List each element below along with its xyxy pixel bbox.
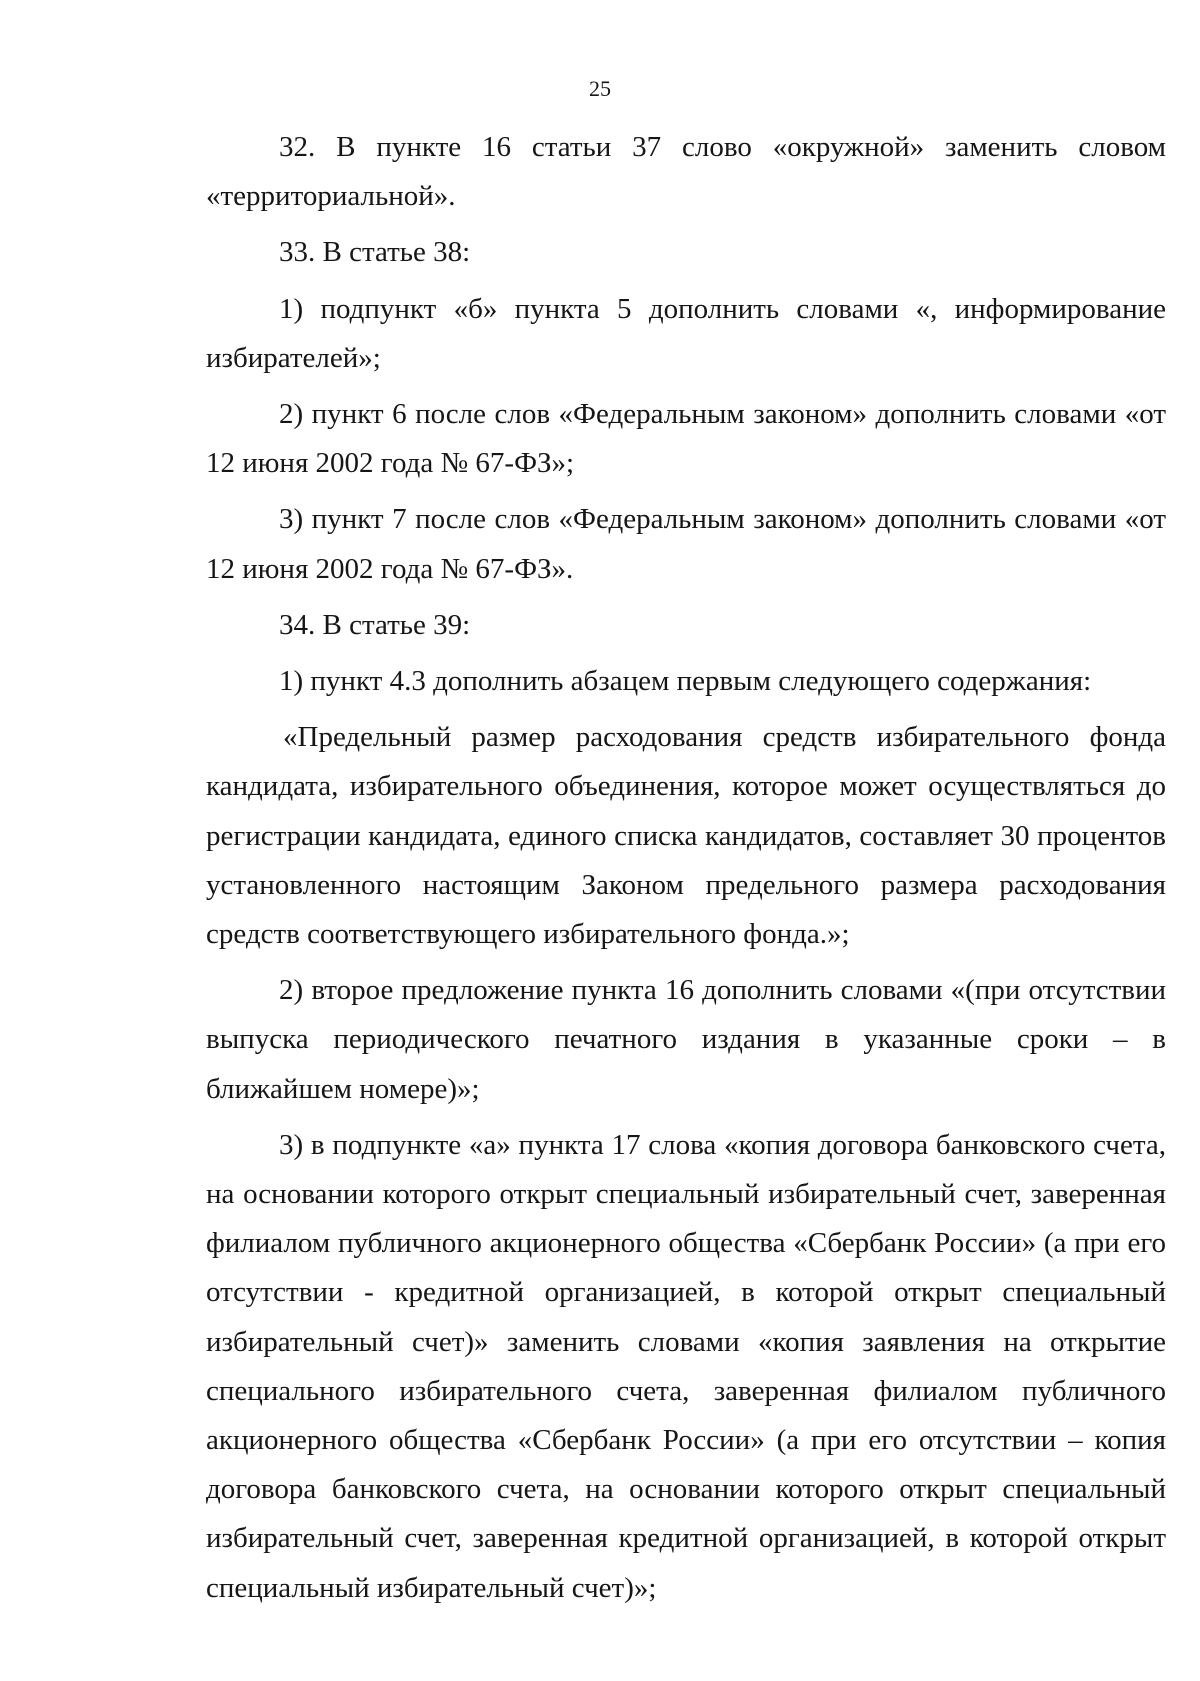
paragraph-item-34-3: 3) в подпункте «а» пункта 17 слова «копия договора банковского счета, на основании которого открыт специальный избирательный счет, заверенная филиалом публичного акционерного общества «Сбербанк России» (а при его отсутствии - кредитной организацией, в которой открыт специальный избирательный счет)» заменить словами «копия заявления на открытие специального избирательного счета, заверенная филиалом публичного акционерного общества «Сбербанк России» (а при его отсутствии – копия договора банковского счета, на основании которого открыт специальный избирательный счет, заверенная кредитной организацией, в которой открыт специальный избирательный счет)»; xyxy=(206,1128,1166,1604)
document-body xyxy=(206,123,1166,1613)
page-number: 25 xyxy=(589,76,611,101)
paragraph-quoted-text: «Предельный размер расходования средств избирательного фонда кандидата, избирательного объединения, которое может осуществляться до регистрации кандидата, единого списка кандидатов, составляет 30 процентов установленного настоящим Законом предельного размера расходования средств соответствующего избирательного фонда.»; xyxy=(206,721,1166,951)
paragraph-item-34: 34. В статье 39: xyxy=(279,608,471,641)
paragraph-item-32: 32. В пункте 16 статьи 37 слово «окружной» заменить словом «территориальной». xyxy=(206,131,1166,213)
paragraph-item-33: 33. В статье 38: xyxy=(279,236,471,269)
paragraph-item-34-2: 2) второе предложение пункта 16 дополнить словами «(при отсутствии выпуска периодического печатного издания в указанные сроки – в ближайшем номере)»; xyxy=(206,974,1166,1105)
paragraph-item-33-3: 3) пункт 7 после слов «Федеральным законом» дополнить словами «от 12 июня 2002 года № 67-ФЗ». xyxy=(206,503,1166,585)
paragraph-item-33-1: 1) подпункт «б» пункта 5 дополнить словами «, информирование избирателей»; xyxy=(206,292,1166,374)
paragraph-item-34-1: 1) пункт 4.3 дополнить абзацем первым следующего содержания: xyxy=(279,665,1092,698)
paragraph-item-33-2: 2) пункт 6 после слов «Федеральным законом» дополнить словами «от 12 июня 2002 года № 67-ФЗ»; xyxy=(206,398,1166,480)
